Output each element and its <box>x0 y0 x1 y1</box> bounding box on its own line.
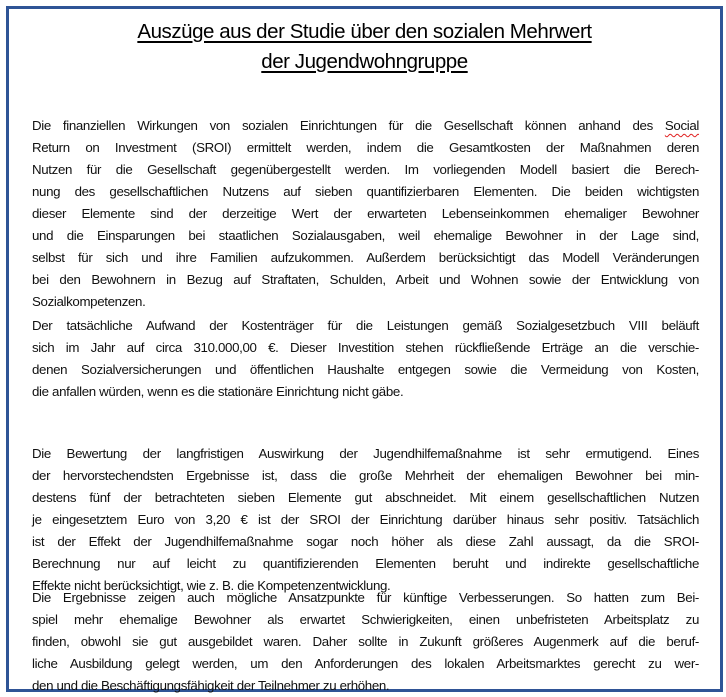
text-line: Return on Investment (SROI) ermittelt werden, indem die Gesamtkosten der Maßnahmen deren <box>32 140 699 155</box>
text-line: die anfallen würden, wenn es die stationäre Einrichtung nicht gäbe. <box>32 384 404 399</box>
text-line: ist der Effekt der Jugendhilfemaßnahme sogar noch höher als diese Zahl aussagt, da die SROI- <box>32 534 699 549</box>
text-line: der hervorstechendsten Ergebnisse ist, dass die große Mehrheit der ehemaligen Bewohner bei min- <box>32 468 699 483</box>
text-line: destens fünf der betrachteten sieben Elemente gut abschneidet. Mit einem gesellschaftlichen Nutzen <box>32 490 699 505</box>
text-line: Sozialkompetenzen. <box>32 294 146 309</box>
text-line-content: Die finanziellen Wirkungen von sozialen Einrichtungen für die Gesellschaft können anhand des <box>32 118 653 133</box>
paragraph-sroi-method <box>32 115 699 313</box>
text-line: sich im Jahr auf circa 310.000,00 €. Dieser Investition stehen rückfließende Erträge an die verschie- <box>32 340 699 355</box>
text-line: und die Einsparungen bei staatlichen Sozialausgaben, weil ehemalige Bewohner in der Lage sind, <box>32 228 699 243</box>
text-line: nung des gesellschaftlichen Nutzens auf sieben quantifizierbaren Elementen. Die beiden wichtigsten <box>32 184 699 199</box>
text-line: Die Ergebnisse zeigen auch mögliche Ansatzpunkte für künftige Verbesserungen. So hatten zum Bei- <box>32 590 699 605</box>
text-line: je eingesetztem Euro von 3,20 € ist der SROI der Einrichtung darüber hinaus sehr positiv. Tatsächlich <box>32 512 699 527</box>
text-line: Berechnung nur auf leicht zu quantifizierenden Elementen beruht und indirekte gesellschaftliche <box>32 556 699 571</box>
text-line: Effekte nicht berücksichtigt, wie z. B. die Kompetenzentwicklung. <box>32 578 391 593</box>
text-line: liche Ausbildung gelegt werden, um den Anforderungen des lokalen Arbeitsmarktes gerecht zu wer- <box>32 656 699 671</box>
text-line: bei den Bewohnern in Bezug auf Straftaten, Schulden, Arbeit und Wohnen sowie der Entwicklung von <box>32 272 699 287</box>
document-frame <box>6 6 723 692</box>
text-line <box>32 115 699 137</box>
paragraph-costs <box>32 315 699 403</box>
text-line: finden, obwohl sie gut ausgebildet waren. Daher sollte in Zukunft größeres Augenmerk auf die beruf- <box>32 634 699 649</box>
document-title <box>9 17 720 77</box>
text-line: spiel mehr ehemalige Bewohner als erwartet Schwierigkeiten, einen unbefristeten Arbeitsplatz zu <box>32 612 699 627</box>
title-line-2: der Jugendwohngruppe <box>261 50 468 73</box>
text-line: Der tatsächliche Aufwand der Kostenträger für die Leistungen gemäß Sozialgesetzbuch VIII beläuft <box>32 318 699 333</box>
text-line: Die Bewertung der langfristigen Auswirkung der Jugendhilfemaßnahme ist sehr ermutigend. Eines <box>32 446 699 461</box>
spellcheck-flagged-word[interactable]: Social <box>664 118 699 133</box>
text-line: den und die Beschäftigungsfähigkeit der Teilnehmer zu erhöhen. <box>32 678 390 693</box>
paragraph-evaluation <box>32 443 699 597</box>
title-line-1: Auszüge aus der Studie über den sozialen Mehrwert <box>137 20 592 43</box>
text-line: Nutzen für die Gesellschaft gegenübergestellt werden. Im vorliegenden Modell basiert die Berech- <box>32 162 699 177</box>
text-line: selbst für sich und ihre Familien aufzukommen. Außerdem berücksichtigt das Modell Veränderungen <box>32 250 699 265</box>
text-line: dieser Elemente sind der derzeitige Wert der erwarteten Lebenseinkommen ehemaliger Bewohner <box>32 206 699 221</box>
text-line: denen Sozialversicherungen und öffentlichen Haushalte entgegen sowie die Vermeidung von Kosten, <box>32 362 699 377</box>
paragraph-improvements <box>32 587 699 697</box>
